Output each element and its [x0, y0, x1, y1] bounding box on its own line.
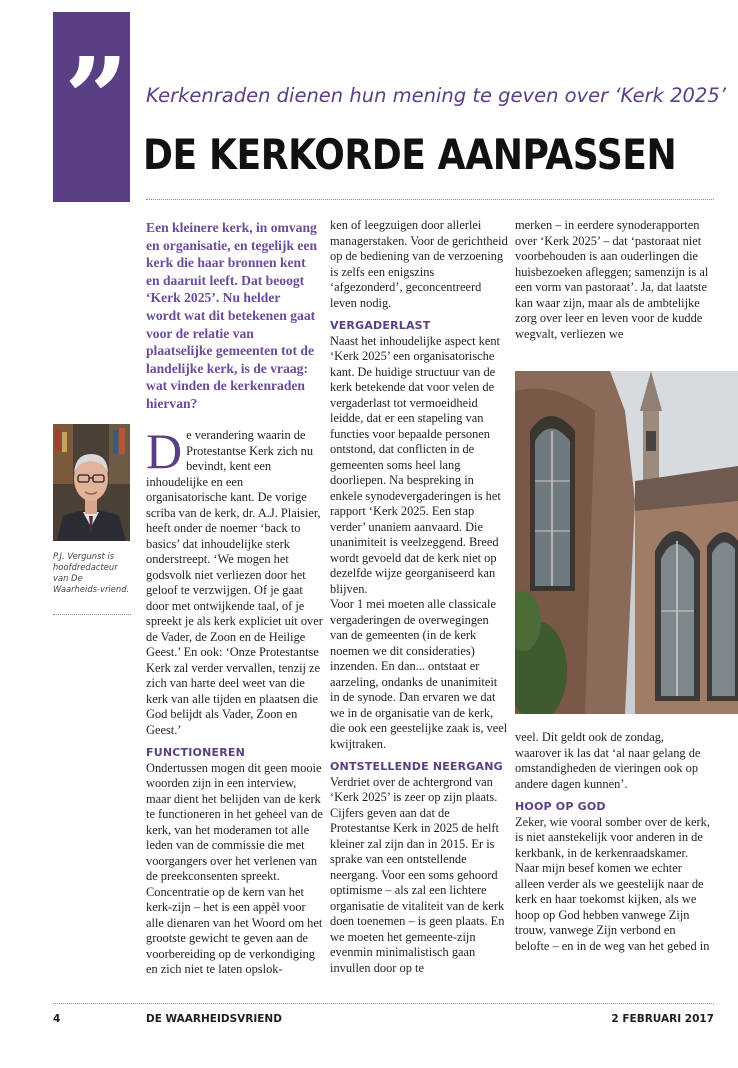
subhead-functioneren: FUNCTIONEREN [146, 746, 245, 759]
drop-cap: D [146, 423, 183, 479]
subhead-hoop-op-god: HOOP OP GOD [515, 800, 606, 813]
divider-bottom [53, 1003, 714, 1004]
body-paragraph: Concentratie op de kern van het kerk-zijn – het is een appèl voor alle dienaren van het Woord om het grootste gewicht te geven aan de voorbereiding op de verkondiging en zich niet te laten opslok- [146, 884, 323, 976]
caption-divider [53, 614, 131, 615]
column-3-bottom [515, 730, 710, 954]
column-2 [330, 218, 508, 976]
page-number: 4 [53, 1013, 61, 1025]
body-paragraph: veel. Dit geldt ook de zondag, waarover ik las dat ‘al naar gelang de omstandigheden de vieringen ook op andere dagen kunnen’. [515, 730, 701, 791]
column-3-top [515, 218, 710, 342]
subhead-vergaderlast: VERGADERLAST [330, 319, 431, 332]
body-paragraph: ken of leegzuigen door allerlei managerstaken. Voor de gerichtheid op de bediening van de verzoening is zelfs een enigszins ‘afgezonderd’, geconcentreerd leven nodig. [330, 218, 508, 310]
body-paragraph: Verdriet over de achtergrond van ‘Kerk 2025’ is zeer op zijn plaats. Cijfers geven aan dat de Protestantse Kerk in 2025 de helft kleiner zal zijn dan in 2015. Er is sprake van een ontstellende neergang. Voor een soms gehoord optimisme – als zal een lichtere organisatie de vitaliteit van de kerk doen toenemen – is geen plaats. En we moeten het gemeente-zijn evenmin minimalistisch gaan invullen door op te [330, 774, 505, 975]
quote-mark: ” [64, 34, 129, 165]
intro-lead: Een kleinere kerk, in omvang en organisatie, en tegelijk een kerk die haar bronnen kent en daaruit leeft. Dat beoogt ‘Kerk 2025’. Nu helder wordt wat dit betekenen gaat voor de relatie van plaatselijke gemeenten tot de landelijke kerk, is de vraag: wat vinden de kerkenraden hiervan? [146, 220, 318, 411]
magazine-name: DE WAARHEIDSVRIEND [146, 1013, 282, 1025]
body-paragraph [146, 423, 324, 738]
body-paragraph: Naast het inhoudelijke aspect kent ‘Kerk 2025’ een organisatorische kant. De huidige structuur van de kerk betekende dat voor velen de vergaderlast tot vermoeidheid leidde, dat er een stapeling van functies voor bepaalde personen ontstond, dat conflicten in de gemeenten soms heel lang doorliepen. Na bespreking in enkele synodevergaderingen is het rapport ‘Kerk 2025. Een stap verder’ unaniem aanvaard. Die unanimiteit is veelzeggend. Breed wordt gevoeld dat de kerk niet op dezelfde wijze georganiseerd kan blijven. [330, 333, 501, 596]
body-text: e verandering waarin de Protestantse Kerk zich nu bevindt, kent een inhoudelijke en een organisatorische kant. De vorige scriba van de kerk, dr. A.J. Plaisier, heeft onder de noemer ‘back to basics’ dat inhoudelijke sterk onderstreept. ‘We mogen het godsvolk niet verliezen door het geloof te verzwijgen. Of je gaat door met ontwijkende taal, of je spreekt je als kerk expliciet uit over de Vader, de Zoon en de Heilige Geest.’ En ook: ‘Onze Protestantse Kerk zal verder vervallen, tenzij ze zich van harte deel weet van die kerk van alle tijden en plaatsen die God belijdt als Vader, Zoon en Geest.’ [146, 428, 323, 737]
body-paragraph: Voor 1 mei moeten alle classicale vergaderingen de overwegingen van de gemeenten (in de kerk noemen we dit consideraties) inzenden. En dan... ontstaat er aarzeling, ondanks de unanimiteit in de synode. Dan ervaren we dat we in de organisatie van de kerk, die ook een geestelijke zaak is, veel kwijtraken. [330, 597, 508, 751]
body-paragraph: merken – in eerdere synoderapporten over ‘Kerk 2025’ – dat ‘pastoraat niet voorbehouden is aan ouderlingen die huisbezoeken afleggen; samenzijn is al een vorm van pastoraat’. Ja, dat laatste kan waar zijn, maar als de ambtelijke zorg over leer en leven voor de kudde wegvalt, verliezen we [515, 218, 709, 341]
body-paragraph: Zeker, wie vooral somber over de kerk, is niet aanstekelijk voor anderen in de kerkbank, in de kerkenraadskamer. Naar mijn besef komen we echter alleen verder als we geestelijk naar de kerk en haar toekomst kijken, als we hoop op God hebben vanwege Zijn trouw, vanwege Zijn verbond en belofte – en in de weg van het gebed in [515, 814, 710, 953]
kicker: Kerkenraden dienen hun mening te geven over ‘Kerk 2025’ [146, 84, 726, 107]
headline: DE KERKORDE AANPASSEN [143, 130, 677, 179]
portrait-caption: P.J. Vergunst is hoofdredacteur van De Waarheids-vriend. [53, 551, 130, 594]
body-paragraph: Ondertussen mogen dit geen mooie woorden zijn in een interview, maar dient het belijden van de kerk te functioneren in het geheel van de kerk, van het moderamen tot alle leden van de commissie die met voorgangers over het verlenen van de preekconsenten spreekt. [146, 760, 323, 883]
issue-date: 2 FEBRUARI 2017 [611, 1013, 714, 1025]
subhead-ontstellende-neergang: ONTSTELLENDE NEERGANG [330, 760, 503, 773]
column-1 [146, 423, 324, 978]
church-photo [515, 371, 738, 714]
divider-top [146, 199, 714, 200]
author-portrait [53, 424, 130, 541]
